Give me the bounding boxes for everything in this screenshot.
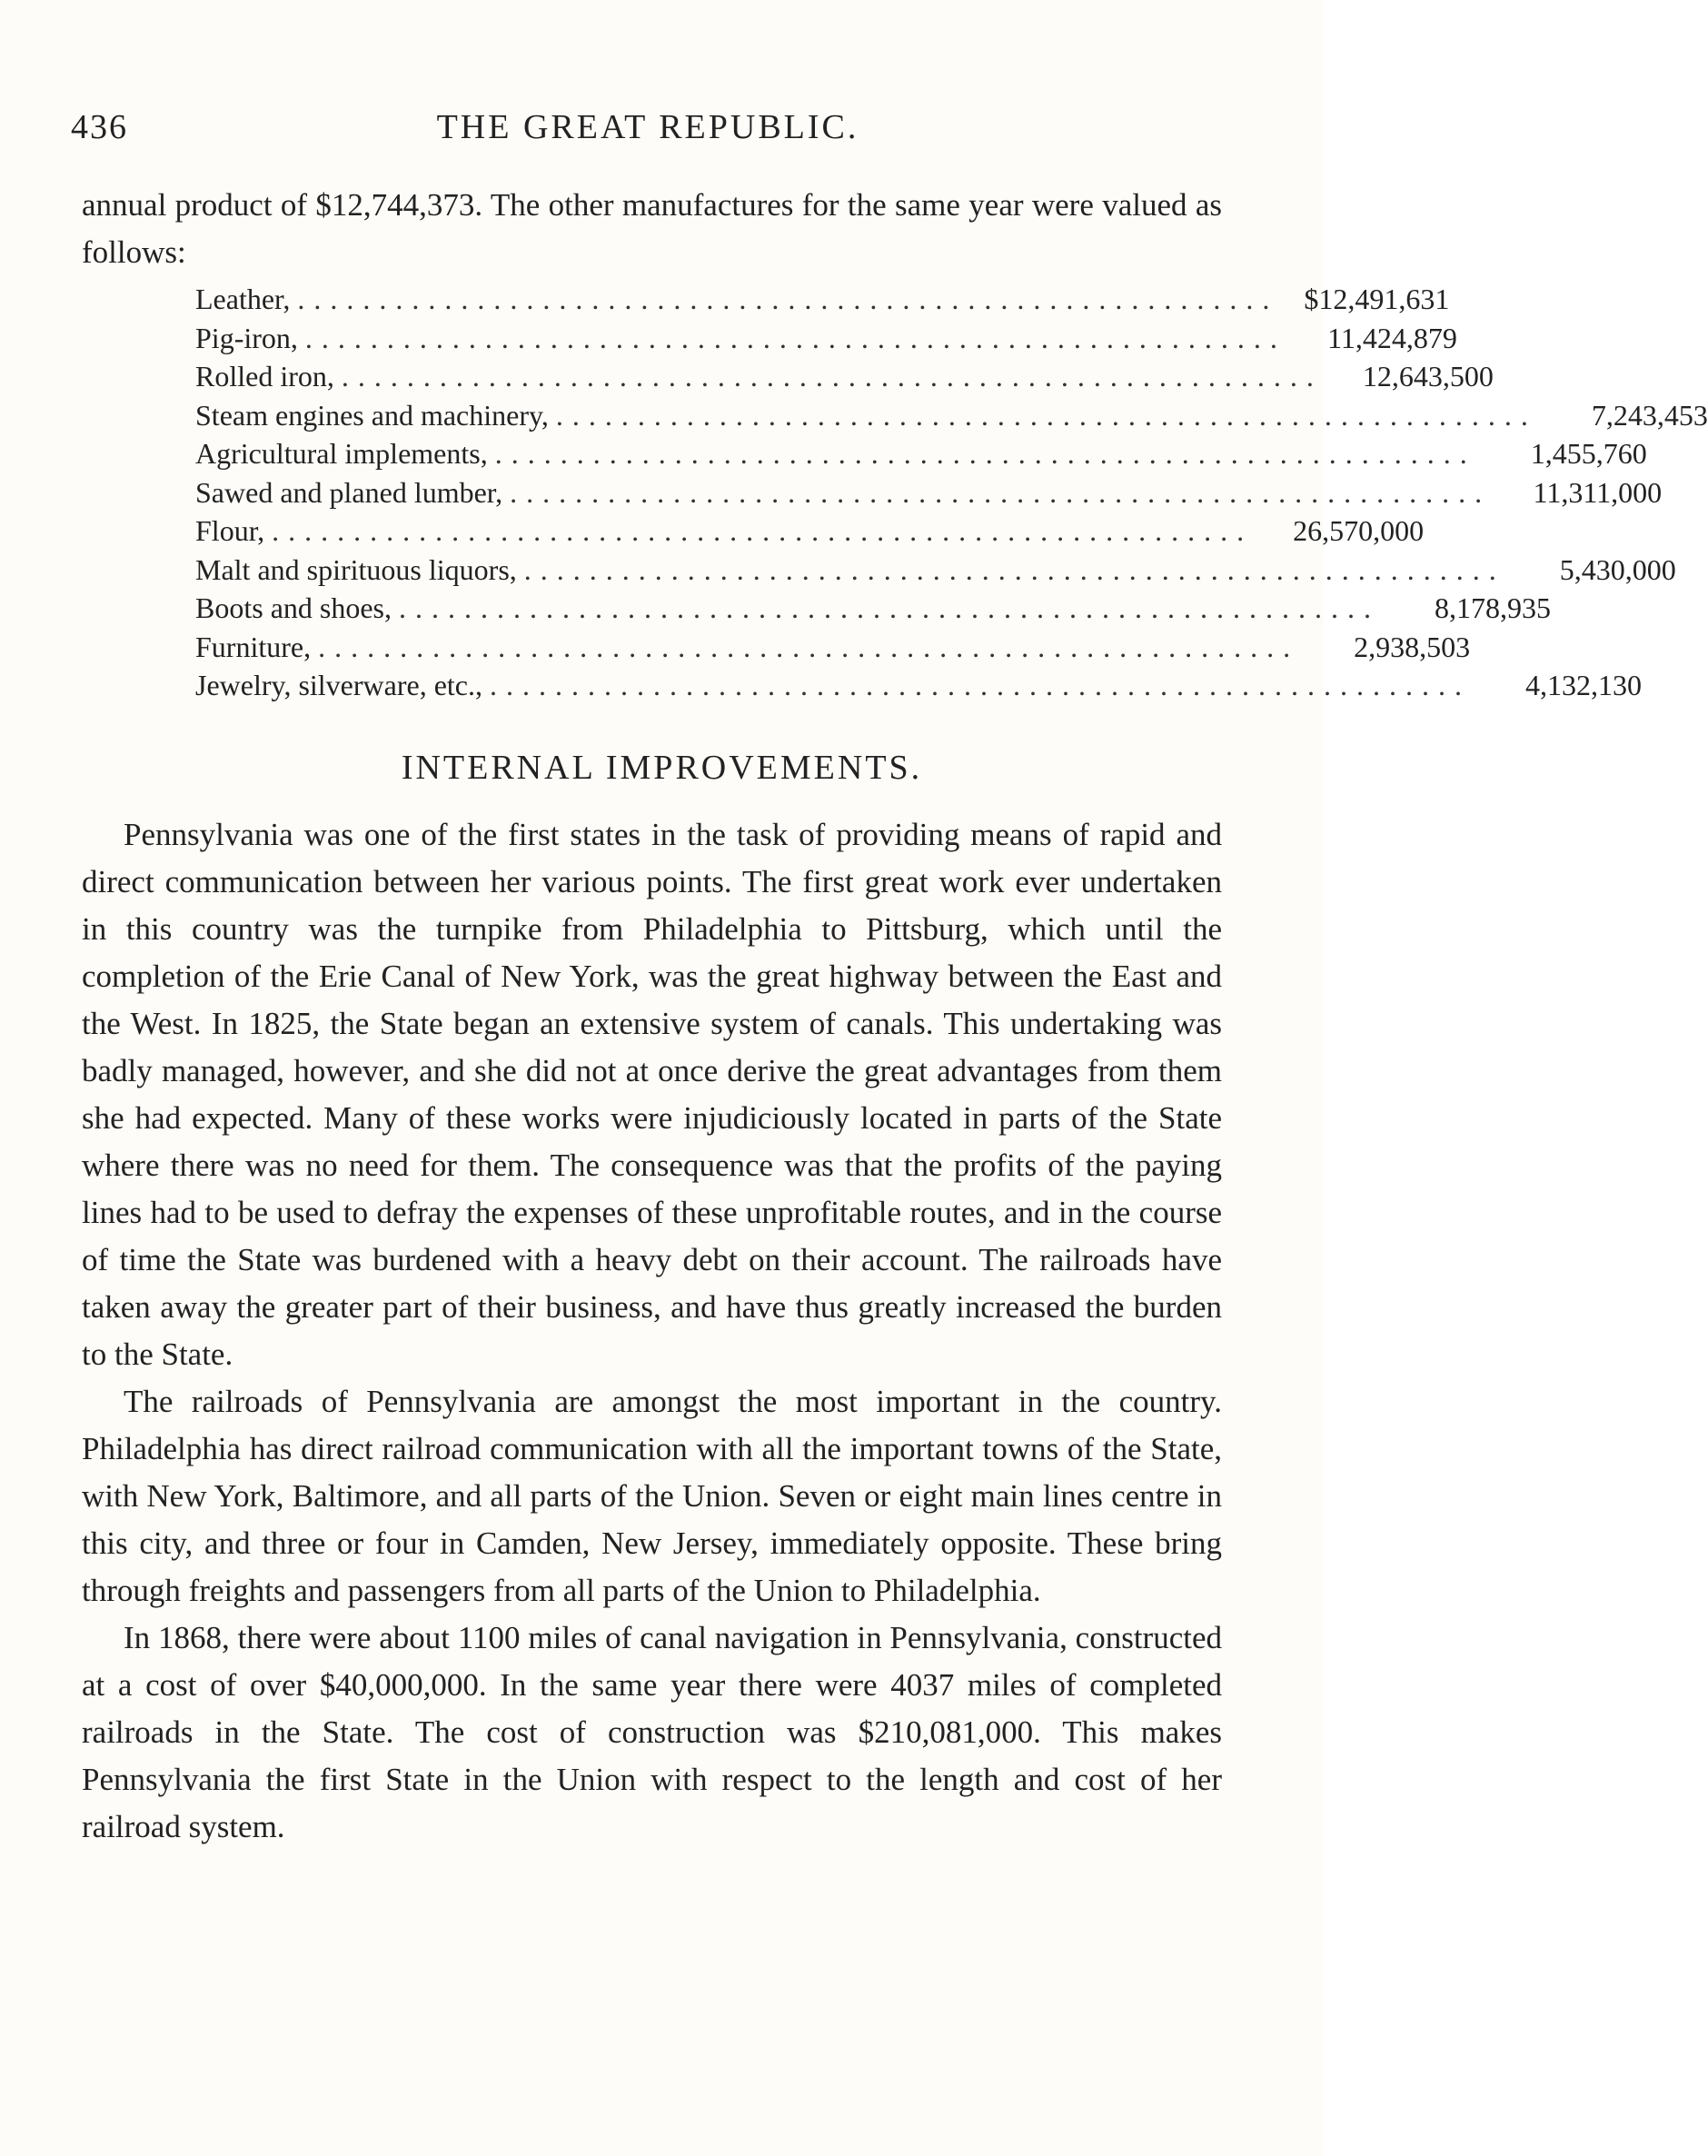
table-row [195,628,1471,667]
row-label: Malt and spirituous liquors, [195,552,517,586]
page-number: 436 [71,108,128,146]
row-label: Jewelry, silverware, etc., [195,669,482,701]
row-label: Furniture, [195,630,312,663]
row-label: Steam engines and machinery, [195,398,549,432]
row-value: $12,491,631 [1304,283,1450,315]
dot-leader: ............................................................ [297,283,1279,315]
table-row [195,280,1450,319]
paragraph: The railroads of Pennsylvania are amongst the most important in the country. Philadelphia has direct railroad communication with all the important towns of the State, with New York, Baltimore, and all parts of the Union. Seven or eight main lines centre in this city, and three or four in Camden, New Jersey, immediately opposite. These bring through freights and passengers from all parts of the Union to Philadelphia. [82,1384,1222,1608]
dot-leader: ............................................................ [523,552,1505,586]
row-value: 7,243,453 [1591,398,1708,432]
dot-leader: ............................................................ [555,398,1537,432]
row-label: Leather, [195,283,291,315]
table-row [195,551,1676,590]
row-value: 26,570,000 [1293,514,1425,547]
row-label: Pig-iron, [195,321,298,354]
row-value: 8,178,935 [1435,591,1551,624]
dot-leader: ............................................................ [272,514,1254,547]
row-label: Rolled iron, [195,360,334,392]
table-row [195,589,1551,628]
paragraph: In 1868, there were about 1100 miles of canal navigation in Pennsylvania, constructed at a cost of over $40,000,000. In the same year there were 4037 miles of completed railroads in the State. The cost of construction was $210,081,000. This makes Pennsylvania the first State in the Union with respect to the length and cost of her railroad system. [82,1620,1222,1844]
row-value: 11,311,000 [1533,475,1663,509]
dot-leader: ............................................................ [304,321,1286,354]
dot-leader: ............................................................ [341,360,1323,392]
row-label: Boots and shoes, [195,591,392,624]
row-value: 12,643,500 [1362,360,1494,392]
manufactures-table [195,280,1708,705]
row-value: 1,455,760 [1530,437,1647,470]
section-heading: INTERNAL IMPROVEMENTS. [401,749,923,787]
table-row [195,473,1663,512]
table-row [195,396,1708,435]
body-text [82,811,1222,1851]
row-value: 11,424,879 [1327,321,1457,354]
intro-text: annual product of $12,744,373. The other manufactures for the same year were valued as follows: [82,187,1222,270]
running-header [71,107,1225,153]
row-label: Agricultural implements, [195,437,488,470]
intro-paragraph [82,182,1222,276]
paragraph: Pennsylvania was one of the first states in the task of providing means of rapid and direct communication between her various points. The first great work ever undertaken in this country was the turnpike from Philadelphia to Pittsburg, which until the completion of the Erie Canal of New York, was the great highway between the East and the West. In 1825, the State began an extensive system of canals. This undertaking was badly managed, however, and she did not at once derive the great advantages from them she had expected. Many of these works were injudiciously located in parts of the State where there was no need for them. The consequence was that the profits of the paying lines had to be used to defray the expenses of these unprofitable routes, and in the course of time the State was burdened with a heavy debt on their account. The railroads have taken away the greater part of their business, and have thus greatly increased the burden to the State. [82,817,1222,1372]
dot-leader: ............................................................ [510,475,1492,509]
row-value: 4,132,130 [1525,669,1642,701]
table-row [195,357,1494,396]
table-row [195,319,1457,358]
dot-leader: ............................................................ [494,437,1476,470]
table-row [195,512,1425,551]
row-label: Flour, [195,514,265,547]
table-row [195,434,1647,473]
dot-leader: ............................................................ [490,669,1471,701]
row-value: 5,430,000 [1559,552,1676,586]
row-value: 2,938,503 [1354,630,1471,663]
table-row [195,666,1642,705]
running-title: THE GREAT REPUBLIC. [436,108,859,146]
dot-leader: ............................................................ [318,630,1300,663]
dot-leader: ............................................................ [399,591,1380,624]
row-label: Sawed and planed lumber, [195,475,503,509]
